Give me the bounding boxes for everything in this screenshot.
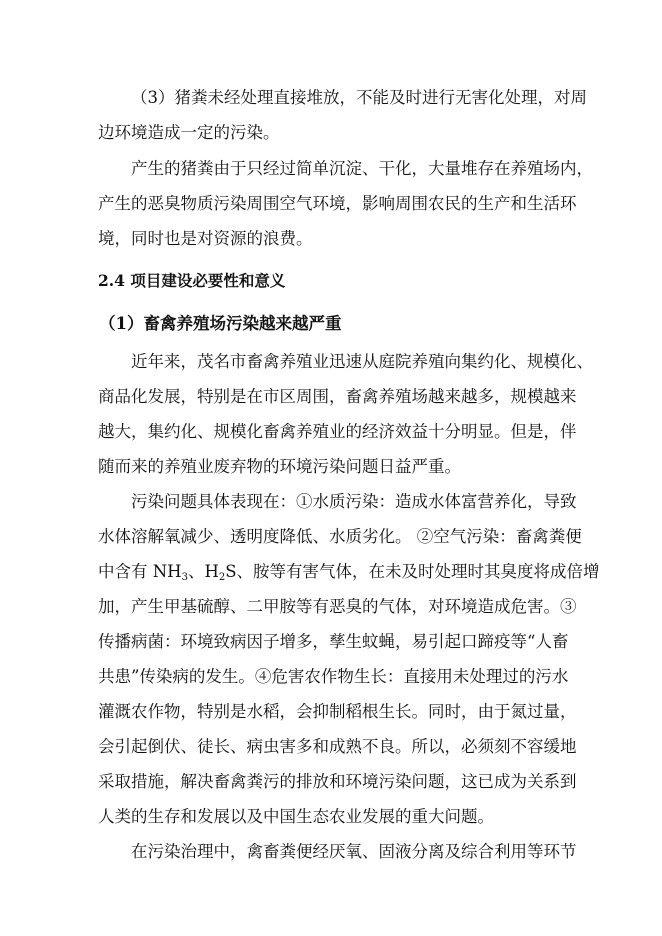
paragraph-line: 产生的猪粪由于只经过简单沉淀、干化，大量堆存在养殖场内， (131, 159, 593, 178)
paragraph-line: 水体溶解氧减少、透明度降低、水质劣化。 ②空气污染：畜禽粪便 (98, 527, 582, 546)
paragraph-line: 人类的生存和发展以及中国生态农业发展的重大问题。 (98, 807, 494, 826)
section-heading: 2.4 项目建设必要性和意义 (98, 271, 286, 290)
paragraph-line: 近年来，茂名市畜禽养殖业迅速从庭院养殖向集约化、规模化、 (131, 352, 593, 371)
subscript: 3 (181, 572, 188, 583)
text-run: 中含有 NH (98, 562, 182, 581)
paragraph-line: 采取措施，解决畜禽粪污的排放和环境污染问题，这已成为关系到 (98, 772, 577, 791)
paragraph-line: 加，产生甲基硫醇、二甲胺等有恶臭的气体，对环境造成危害。③ (98, 597, 577, 616)
paragraph-line-with-formulas (98, 560, 600, 584)
paragraph-line: 边环境造成一定的污染。 (98, 123, 280, 142)
paragraph-line: 境，同时也是对资源的浪费。 (98, 229, 313, 248)
subsection-heading: （1）畜禽养殖场污染越来越严重 (99, 314, 342, 333)
paragraph-line: 会引起倒伏、徒长、病虫害多和成熟不良。所以，必须刻不容缓地 (98, 737, 577, 756)
paragraph-line: 共患”传染病的发生。④危害农作物生长：直接用未处理过的污水 (98, 667, 569, 686)
text-run: 、H (187, 562, 219, 581)
paragraph-line: 越大，集约化、规模化畜禽养殖业的经济效益十分明显。但是，伴 (98, 422, 577, 441)
paragraph-line: （3）猪粪未经处理直接堆放，不能及时进行无害化处理，对周 (131, 88, 587, 107)
paragraph-line: 产生的恶臭物质污染周围空气环境，影响周围农民的生产和生活环 (98, 194, 577, 213)
paragraph-line: 传播病菌：环境致病因子增多，孳生蚊蝇，易引起口蹄疫等“人畜 (98, 632, 569, 651)
paragraph-line: 商品化发展，特别是在市区周围，畜禽养殖场越来越多，规模越来 (98, 387, 577, 406)
paragraph-line: 在污染治理中，禽畜粪便经厌氧、固液分离及综合利用等环节 (131, 842, 577, 861)
paragraph-line: 污染问题具体表现在：①水质污染：造成水体富营养化，导致 (131, 492, 577, 511)
subscript: 2 (218, 572, 226, 583)
paragraph-line: 灌溉农作物，特别是水稻，会抑制稻根生长。同时，由于氮过量， (98, 702, 577, 721)
text-run: S、胺等有害气体，在未及时处理时其臭度将成倍增 (225, 562, 600, 581)
paragraph-line: 随而来的养殖业废弃物的环境污染问题日益严重。 (98, 457, 461, 476)
